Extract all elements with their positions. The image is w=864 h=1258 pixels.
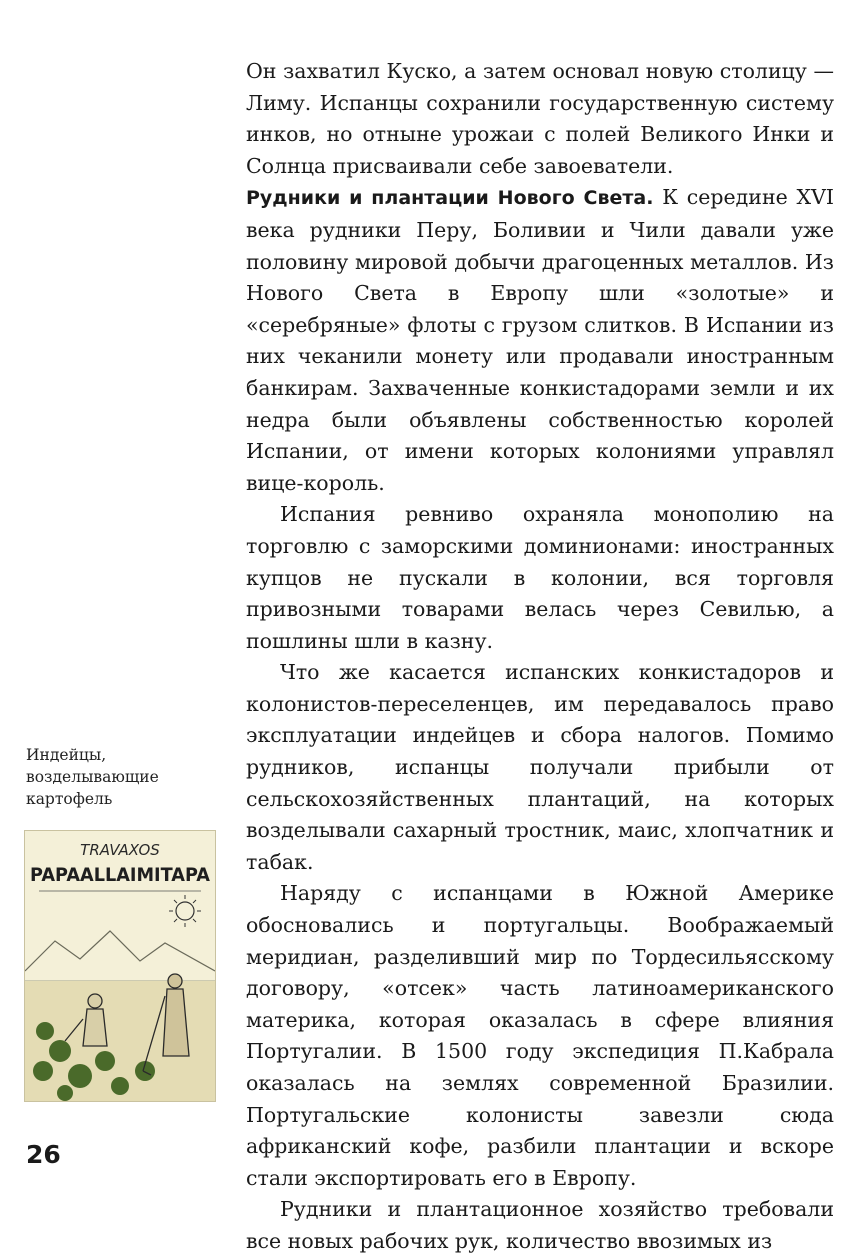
mountains-outline — [25, 931, 215, 971]
paragraph-5: Наряду с испанцами в Южной Америке обосновались и португальцы. Воображаемый меридиан, разделивший мир по Тордесильясскому договору, «отсек» часть латиноамериканского материка, которая оказалась в сфере влияния Португалии. В 1500 году экспедиция П.Кабрала оказалась на землях современной Бразилии. Португальские колонисты завезли сюда африканский кофе, разбили плантации и вскоре стали экспортировать его в Европу. — [246, 881, 834, 1190]
caption-line-1: Индейцы, — [26, 746, 107, 764]
paragraph-6: Рудники и плантационное хозяйство требовали все новых рабочих рук, количество ввозимых из — [246, 1197, 834, 1253]
illustration-title-1: TRAVAXOS — [80, 841, 160, 859]
paragraph-2-body: К середине XVI века рудники Перу, Боливии и Чили давали уже половину мировой добычи драгоценных металлов. Из Нового Света в Европу шли «золотые» и «серебряные» флоты с грузом слитков. В Испании из них чеканили монету или продавали иностранным банкирам. Захваченные конкистадорами земли и их недра были объявлены собственностью королей Испании, от имени которых колониями управлял вице-король. — [246, 185, 834, 495]
illustration-caption — [26, 744, 216, 810]
paragraph-2 — [246, 182, 834, 499]
page-number: 26 — [26, 1140, 61, 1169]
illustration-title-2: PAPAALLAIMITAPA — [30, 864, 211, 886]
illustration-drawing — [25, 831, 215, 1101]
paragraph-1: Он захватил Куско, а затем основал новую столицу — Лиму. Испанцы сохранили государственную систему инков, но отныне урожаи с полей Великого Инки и Солнца присваивали себе завоеватели. — [246, 59, 834, 178]
potato-farming-illustration — [24, 830, 216, 1102]
paragraph-3: Испания ревниво охраняла монополию на торговлю с заморскими доминионами: иностранных купцов не пускали в колонии, вся торговля привозными товарами велась через Севилью, а пошлины шли в казну. — [246, 502, 834, 653]
caption-line-3: картофель — [26, 790, 113, 808]
sun-icon — [169, 895, 201, 927]
main-text — [246, 56, 834, 1258]
paragraph-4: Что же касается испанских конкистадоров и колонистов-переселенцев, им передавалось право эксплуатации индейцев и сбора налогов. Помимо рудников, испанцы получали прибыли от сельскохозяйственных плантаций, на которых возделывали сахарный тростник, маис, хлопчатник и табак. — [246, 660, 834, 874]
section-subheading: Рудники и плантации Нового Света. — [246, 187, 654, 210]
caption-line-2: возделывающие — [26, 768, 159, 786]
